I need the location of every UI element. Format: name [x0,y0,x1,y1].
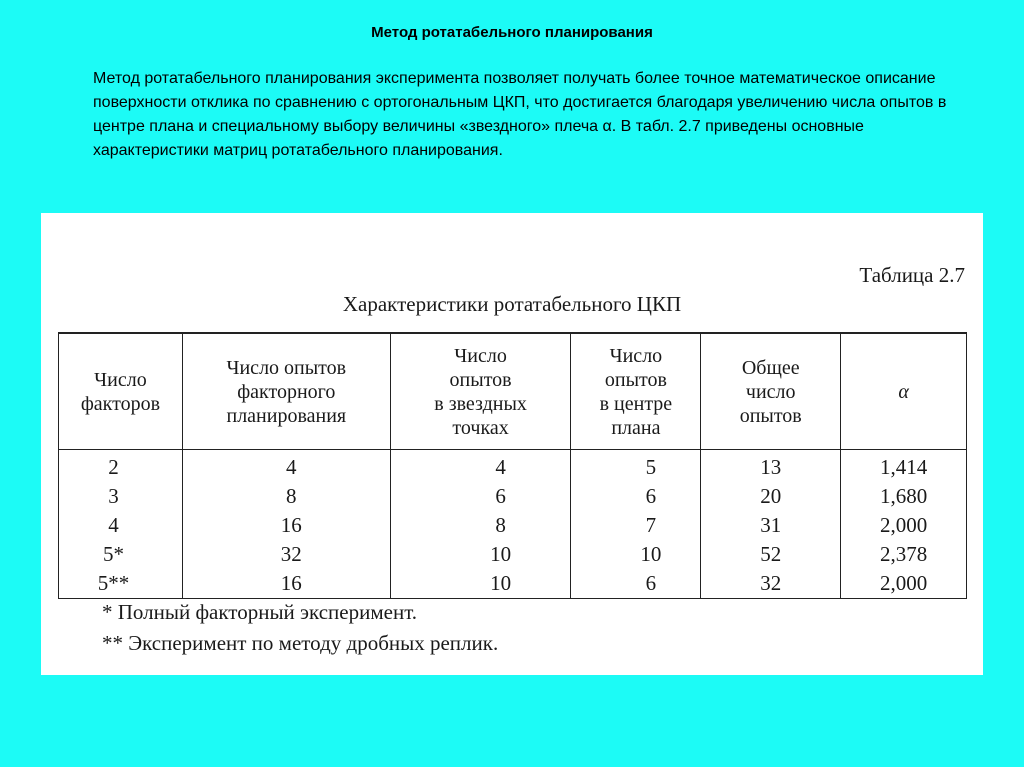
header-line: Число [609,344,663,367]
header-alpha [841,333,967,450]
cell-factorial: 16 [182,569,390,599]
cell-total: 31 [701,511,841,540]
cell-factors: 2 [59,450,183,483]
table-row [59,450,967,483]
cell-alpha: 1,414 [841,450,967,483]
cell-star: 8 [390,511,571,540]
header-line: число [745,380,796,403]
header-factorial-runs [182,333,390,450]
header-line: Число [94,368,147,391]
footnote-full-factorial: * Полный факторный эксперимент. [102,600,418,624]
header-line: в центре [599,392,673,415]
header-line: факторов [80,392,161,415]
header-line: Число опытов [226,356,347,379]
table-row [59,569,967,599]
header-line: α [898,380,909,403]
header-line: точках [452,416,509,439]
table-row [59,540,967,569]
cell-center: 10 [571,540,701,569]
cell-star: 4 [390,450,571,483]
table-title: Характеристики ротатабельного ЦКП [342,292,682,316]
table-row [59,482,967,511]
header-line: Число [454,344,507,367]
cell-factors: 5* [59,540,183,569]
table-header-row [59,333,967,450]
cell-star: 10 [390,540,571,569]
cell-star: 10 [390,569,571,599]
table-number: Таблица 2.7 [859,263,965,287]
table-row [59,511,967,540]
intro-paragraph: Метод ротатабельного планирования эксперимента позволяет получать более точное математическое описание поверхности отклика по сравнению с ортогональным ЦКП, что достигается благодаря увеличению числа опытов в центре плана и специальному выбору величины «звездного» плеча α. В табл. 2.7 приведены основные характеристики матриц ротатабельного планирования. [93,70,947,159]
cell-alpha: 2,000 [841,569,967,599]
cell-factors: 4 [59,511,183,540]
header-line: в звездных [434,392,527,415]
cell-factors: 5** [59,569,183,599]
cell-total: 32 [701,569,841,599]
cell-alpha: 2,378 [841,540,967,569]
cell-center: 6 [571,482,701,511]
cell-factorial: 8 [182,482,390,511]
characteristics-table [58,332,967,599]
cell-factorial: 16 [182,511,390,540]
cell-factorial: 4 [182,450,390,483]
header-line: Общее [741,356,800,379]
header-star-runs [390,333,571,450]
header-line: факторного [237,380,336,403]
cell-center: 5 [571,450,701,483]
footnote-fractional: ** Эксперимент по методу дробных реплик. [102,631,499,655]
cell-center: 6 [571,569,701,599]
table-scan [41,213,983,675]
header-line: опытов [449,368,512,391]
header-line: опытов [739,404,802,427]
header-line: плана [611,416,661,439]
cell-factors: 3 [59,482,183,511]
slide-title: Метод ротатабельного планирования [371,24,653,41]
cell-center: 7 [571,511,701,540]
header-center-runs [571,333,701,450]
cell-factorial: 32 [182,540,390,569]
header-line: планирования [226,404,347,427]
header-line: опытов [604,368,667,391]
header-total-runs [701,333,841,450]
cell-total: 13 [701,450,841,483]
cell-alpha: 1,680 [841,482,967,511]
header-factors [59,333,183,450]
cell-total: 52 [701,540,841,569]
cell-total: 20 [701,482,841,511]
cell-star: 6 [390,482,571,511]
cell-alpha: 2,000 [841,511,967,540]
